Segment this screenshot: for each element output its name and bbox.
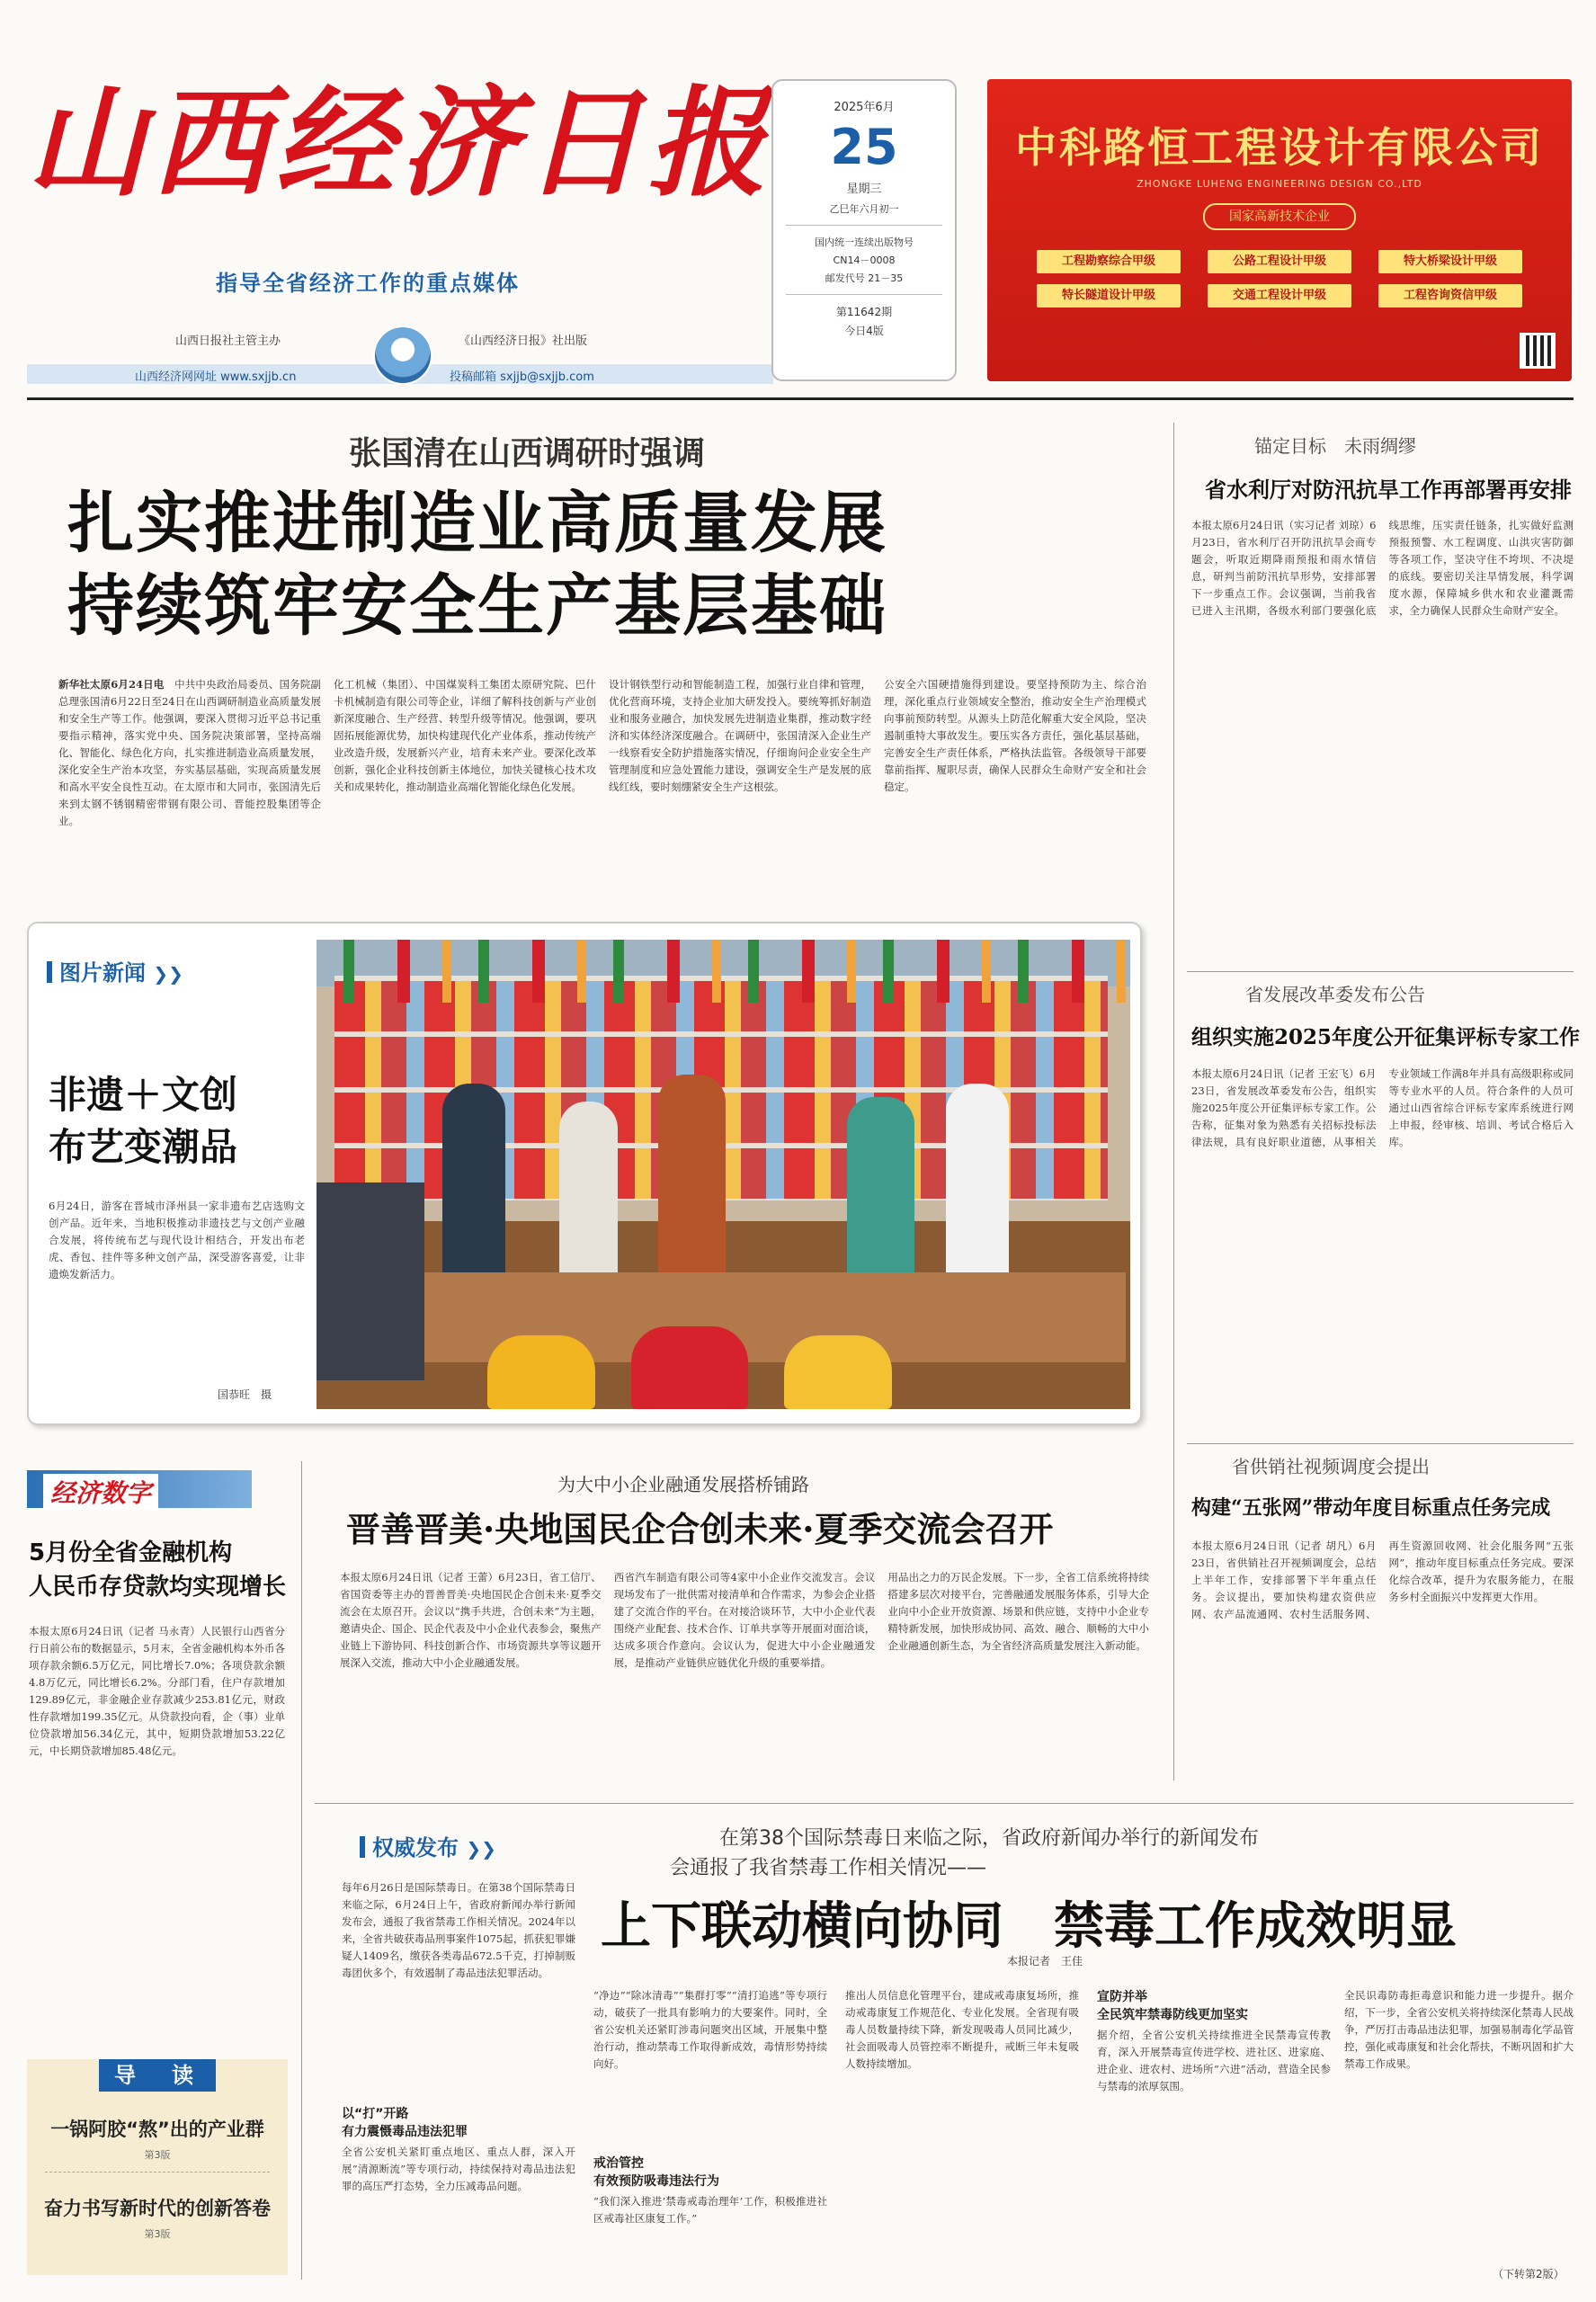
authority-label: 权威发布 ❯❯ xyxy=(360,1830,496,1861)
continued-note[interactable]: （下转第2版） xyxy=(1493,2268,1565,2280)
visitor-figure xyxy=(559,1102,618,1281)
right-mid-body: 本报太原6月24日讯（记者 王宏飞）6月23日，省发展改革委发布公告，组织实施2025年度公开征集评标专家工作。公告称，征集对象为熟悉有关招标投标法律法规，具有良好职业道德，从事相关专业领域工作满8年并具有高级职称或同等专业水平的人员。符合条件的人员可通过山西省综合评标专家库系统进行网上申报，经审核、培训、考试合格后入库。 xyxy=(1191,1067,1574,1148)
masthead-email[interactable]: 投稿邮箱 sxjjb@sxjjb.com xyxy=(450,370,594,384)
date-weekday: 星期三 xyxy=(846,183,882,196)
econ-numbers-label: 经济数字 xyxy=(27,1470,252,1508)
date-pages: 今日4版 xyxy=(844,325,884,337)
section-divider xyxy=(315,1803,1574,1804)
authority-intro: 每年6月26日是国际禁毒日。在第38个国际禁毒日来临之际，6月24日上午，省政府新闻办举行新闻发布会，通报了我省禁毒工作相关情况。2024年以来，全省共破获毒品刑事案件1075起，抓获犯罪嫌疑人1409名，缴获各类毒品672.5千克，打掉制贩毒团伙多个，有效遏制了毒品违法犯罪活动。 xyxy=(342,1881,575,1979)
photo-news-label: 图片新闻 ❯❯ xyxy=(47,955,183,986)
right-bottom-body: 本报太原6月24日讯（记者 胡凡）6月23日，省供销社召开视频调度会，总结上半年工作，安排部署下半年重点任务。会议提出，要加快构建农资供应网、农产品流通网、农村生活服务网、再生资源回收网、社会化服务网“五张网”，推动年度目标重点任务完成。要深化综合改革，提升为农服务能力，在服务乡村全面振兴中发挥更大作用。 xyxy=(1191,1539,1574,1620)
advertisement-banner[interactable] xyxy=(987,79,1572,381)
header-divider xyxy=(27,397,1574,400)
photo-news-credit: 国恭旺 摄 xyxy=(218,1388,272,1401)
ad-subtitle: ZHONGKE LUHENG ENGINEERING DESIGN CO.,LTD xyxy=(1137,178,1422,190)
photo-news-caption: 6月24日，游客在晋城市泽州县一家非遗布艺店选购文创产品。近年来，当地积极推动非遗技艺与文创产业融合发展，将传统布艺与现代设计相结合，开发出布老虎、香包、挂件等多种文创产品，深受游客喜爱，让非遗焕发新活力。 xyxy=(49,1200,305,1280)
right-bottom-kicker: 省供销社视频调度会提出 xyxy=(1232,1456,1430,1477)
cloth-tiger-toy xyxy=(784,1335,892,1409)
guide-box xyxy=(27,2059,288,2275)
date-year-month: 2025年6月 xyxy=(834,101,895,114)
ad-tag: 交通工程设计甲级 xyxy=(1208,284,1351,308)
guide-label: 导 读 xyxy=(99,2059,216,2092)
right-bottom-title[interactable]: 构建“五张网”带动年度目标重点任务完成 xyxy=(1191,1496,1551,1520)
authority-kicker-2: 会通报了我省禁毒工作相关情况—— xyxy=(670,1857,987,1879)
ad-tag: 特大桥梁设计甲级 xyxy=(1378,250,1522,273)
visitor-figure xyxy=(946,1084,1009,1281)
middle-kicker: 为大中小企业融通发展搭桥铺路 xyxy=(557,1474,809,1495)
econ-body: 本报太原6月24日讯（记者 马永青）人民银行山西省分行日前公布的数据显示，5月末，全省金融机构本外币各项存款余额6.5万亿元，同比增长7.0%；各项贷款余额4.8万亿元，同比增长6.2%。分部门看，住户存款增加129.89亿元，非金融企业存款减少253.81亿元，财政性存款增加199.35亿元。从贷款投向看，企（事）业单位贷款增加56.34亿元，其中，短期贷款增加53.22亿元，中长期贷款增加85.48亿元。 xyxy=(29,1625,285,1757)
date-issue: 第11642期 xyxy=(835,306,893,318)
date-serial: 国内统一连续出版物号 xyxy=(815,236,914,248)
ad-tag: 工程勘察综合甲级 xyxy=(1037,250,1181,273)
guide-item-1[interactable]: 一锅阿胶“熬”出的产业群 xyxy=(50,2119,264,2140)
guide-item-2[interactable]: 奋力书写新时代的创新答卷 xyxy=(44,2198,271,2219)
date-box xyxy=(771,79,957,381)
visitor-figure xyxy=(847,1097,914,1286)
authority-sub1: 以“打”开路 有力震慑毒品违法犯罪 全省公安机关紧盯重点地区、重点人群，深入开展“清源断流”等专项行动，持续保持对毒品违法犯罪的高压严打态势，全力压减毒品问题。 xyxy=(342,2107,575,2192)
date-cn: CN14－0008 xyxy=(833,254,896,266)
date-lunar: 乙巳年六月初一 xyxy=(829,203,899,215)
section-divider xyxy=(1187,1443,1574,1444)
tassel-decor xyxy=(317,940,1130,1003)
masthead-edition: 《山西经济日报》社出版 xyxy=(459,335,588,348)
guide-page-2: 第3版 xyxy=(144,2228,171,2240)
lead-dateline: 新华社太原6月24日电 xyxy=(58,678,165,691)
photo-news-title[interactable]: 非遗＋文创 布艺变潮品 xyxy=(49,1073,238,1169)
econ-title[interactable]: 5月份全省金融机构 人民币存贷款均实现增长 xyxy=(29,1539,287,1601)
column-divider xyxy=(301,1461,302,2280)
lead-col-1: 新华社太原6月24日电 中共中央政治局委员、国务院副总理张国清6月22日至24日在山西调研制造业高质量发展和安全生产等工作。他强调，要深入贯彻习近平总书记重要指示精神，落实党中央、国务院决策部署，坚持高端化、智能化、绿色化方向，扎实推进制造业高质量发展，深化安全生产治本攻坚，夯实基层基础，实现高质量发展和高水平安全良性互动。在太原市和大同市，张国清先后来到太钢不锈钢精密带钢有限公司、晋能控股集团等企业。 xyxy=(58,678,321,827)
cloth-tiger-toy xyxy=(487,1335,595,1409)
authority-kicker-1: 在第38个国际禁毒日来临之际，省政府新闻办举行的新闻发布 xyxy=(719,1827,1259,1850)
newspaper-emblem-icon xyxy=(373,326,432,385)
masthead-title: 山西经济日报 xyxy=(27,74,771,213)
cloth-tiger-toy xyxy=(631,1326,748,1409)
authority-col-2: “净边”“除冰清毒”“集群打零”“清打追逃”等专项行动，破获了一批具有影响力的大要案件。同时，全省公安机关还紧盯涉毒问题突出区域，开展集中整治行动，推动禁毒工作取得新成效，毒情形势持续向好。 xyxy=(593,1989,827,2070)
ad-cert-badge: 国家高新技术企业 xyxy=(1203,203,1356,230)
right-top-title[interactable]: 省水利厅对防汛抗旱工作再部署再安排 xyxy=(1205,477,1572,503)
authority-byline: 本报记者 王佳 xyxy=(1007,1955,1083,1967)
right-top-kicker: 锚定目标 未雨绸缪 xyxy=(1254,435,1416,457)
middle-body xyxy=(340,1569,1149,1785)
visitor-figure xyxy=(658,1075,726,1290)
section-divider xyxy=(1187,971,1574,972)
ad-tag: 特长隧道设计甲级 xyxy=(1037,284,1181,308)
authority-title[interactable]: 上下联动横向协同 禁毒工作成效明显 xyxy=(601,1896,1457,1956)
photo-news-box xyxy=(27,922,1142,1425)
right-mid-title[interactable]: 组织实施2025年度公开征集评标专家工作 xyxy=(1191,1025,1581,1049)
display-board xyxy=(317,1182,424,1380)
lead-col-2: 化工机械（集团）、中国煤炭科工集团太原研究院、巴什卡机械制造有限公司等企业，详细了解科技创新与产业创新深度融合、生产经营、转型升级等情况。他强调，要巩固拓展能源优势，加快构建现代化产业体系，推动传统产业改造升级，发展新兴产业，培育未来产业。要深化改革创新，强化企业科技创新主体地位，加快关键核心技术攻关和成果转化，推动制造业高端化智能化绿色化发展。 xyxy=(334,678,596,793)
date-postcode: 邮发代号 21－35 xyxy=(825,272,904,284)
lead-col-4: 公安全六国硬措施得到建设。要坚持预防为主、综合治理，深化重点行业领域安全整治，推动安全生产治理模式向事前预防转型。从源头上防范化解重大安全风险，坚决遏制重特大事故发生。要压实各方责任，强化基层基础，完善安全生产责任体系，严格执法监管。各级领导干部要靠前指挥、履职尽责，确保人民群众生命财产安全和社会稳定。 xyxy=(884,678,1146,793)
lead-kicker: 张国清在山西调研时强调 xyxy=(349,434,706,472)
right-top-body: 本报太原6月24日讯（实习记者 刘琼）6月23日，省水利厅召开防汛抗旱会商专题会，听取近期降雨预报和雨水情信息，研判当前防汛抗旱形势，安排部署下一步重点工作。会议强调，当前我省已进入主汛期，各级水利部门要强化底线思维，压实责任链条，扎实做好监测预报预警、水工程调度、山洪灾害防御等各项工作，坚决守住不垮坝、不决堤的底线。要密切关注旱情发展，科学调度水源，保障城乡供水和农业灌溉需求，全力确保人民群众生命财产安全。 xyxy=(1191,519,1574,617)
authority-col-3: 推出人员信息化管理平台，建成戒毒康复场所，推动戒毒康复工作规范化、专业化发展。全省现有吸毒人员数量持续下降，新发现吸毒人员同比减少，社会面吸毒人员管控率不断提升，戒断三年未复吸人数持续增加。 xyxy=(845,1989,1079,2070)
middle-title[interactable]: 晋善晋美·央地国民企合创未来·夏季交流会召开 xyxy=(346,1509,1054,1549)
lead-headline[interactable] xyxy=(67,482,1128,647)
ad-tag: 公路工程设计甲级 xyxy=(1208,250,1351,273)
right-mid-kicker: 省发展改革委发布公告 xyxy=(1245,984,1425,1005)
column-divider xyxy=(1173,423,1174,1780)
qr-code-icon[interactable] xyxy=(1520,333,1556,369)
authority-sub3: 宣防并举 全民筑牢禁毒防线更加坚实 据介绍，全省公安机关持续推进全民禁毒宣传教育，深入开展禁毒宣传进学校、进社区、进家庭、进企业、进农村、进场所“六进”活动，营造全民参与禁毒的浓厚氛围。 xyxy=(1097,1990,1331,2092)
lead-body xyxy=(58,676,1146,901)
masthead-website[interactable]: 山西经济网网址 www.sxjjb.cn xyxy=(135,370,297,384)
photo-shop-image[interactable] xyxy=(317,940,1130,1409)
lead-headline-line1: 扎实推进制造业高质量发展 xyxy=(67,485,887,562)
guide-page-1: 第3版 xyxy=(144,2149,171,2161)
middle-col-3: 用品出之力的万民企发展。下一步，全省工信系统将持续搭建多层次对接平台，完善融通发展服务体系，引导大企业向中小企业开放资源、场景和供应链，支持中小企业专精特新发展，加快形成协同、高效、融合、顺畅的大中小企业融通创新生态，为全省经济高质量发展注入新动能。 xyxy=(887,1571,1149,1652)
ad-title: 中科路恒工程设计有限公司 xyxy=(1015,123,1544,172)
authority-col-4: 全民识毒防毒拒毒意识和能力进一步提升。据介绍，下一步，全省公安机关将持续深化禁毒人民战争，严厉打击毒品违法犯罪，加强易制毒化学品管控，强化戒毒康复和社会化帮扶，不断巩固和扩大禁毒工作成果。 xyxy=(1344,1989,1574,2070)
masthead-slogan: 指导全省经济工作的重点媒体 xyxy=(216,271,520,296)
authority-sub2: 戒治管控 有效预防吸毒违法行为 “我们深入推进‘禁毒戒毒治理年’工作，积极推进社区戒毒社区康复工作。” xyxy=(593,2156,827,2225)
middle-col-2: 西省汽车制造有限公司等4家中小企业作交流发言。会议现场发布了一批供需对接清单和合作需求，为参会企业搭建了交流合作的平台。在对接洽谈环节，大中小企业代表围绕产业配套、技术合作、订单共享等开展面对面洽谈，达成多项合作意向。会议认为，促进大中小企业融通发展，是推动产业链供应链优化升级的重要举措。 xyxy=(613,1571,876,1669)
middle-col-1: 本报太原6月24日讯（记者 王蕾）6月23日，省工信厅、省国资委等主办的晋善晋美·央地国民企合创未来·夏季交流会在太原召开。会议以“携手共进，合创未来”为主题，邀请央企、国企、民企代表及中小企业代表参会，聚焦产业链上下游协同、科技创新合作、市场资源共享等议题开展深入交流，推动大中小企业融通发展。 xyxy=(340,1571,602,1669)
date-day: 25 xyxy=(830,119,898,175)
masthead xyxy=(27,76,773,238)
visitor-figure xyxy=(442,1084,505,1281)
lead-headline-line2: 持续筑牢安全生产基层基础 xyxy=(67,567,887,645)
lead-col-3: 设计钢铁型行动和智能制造工程，加强行业自律和管理，优化营商环境，支持企业加大研发投入。要统筹抓好制造业和服务业融合，加快发展先进制造业集群，推动数字经济和实体经济深度融合。在调研中，张国清深入企业生产一线察看安全防护措施落实情况，仔细询问企业安全生产管理制度和应急处置能力建设，强调安全生产是发展的底线红线，要时刻绷紧安全生产这根弦。 xyxy=(609,678,871,793)
ad-tag: 工程咨询资信甲级 xyxy=(1378,284,1522,308)
masthead-sponsor: 山西日报社主管主办 xyxy=(175,335,281,348)
